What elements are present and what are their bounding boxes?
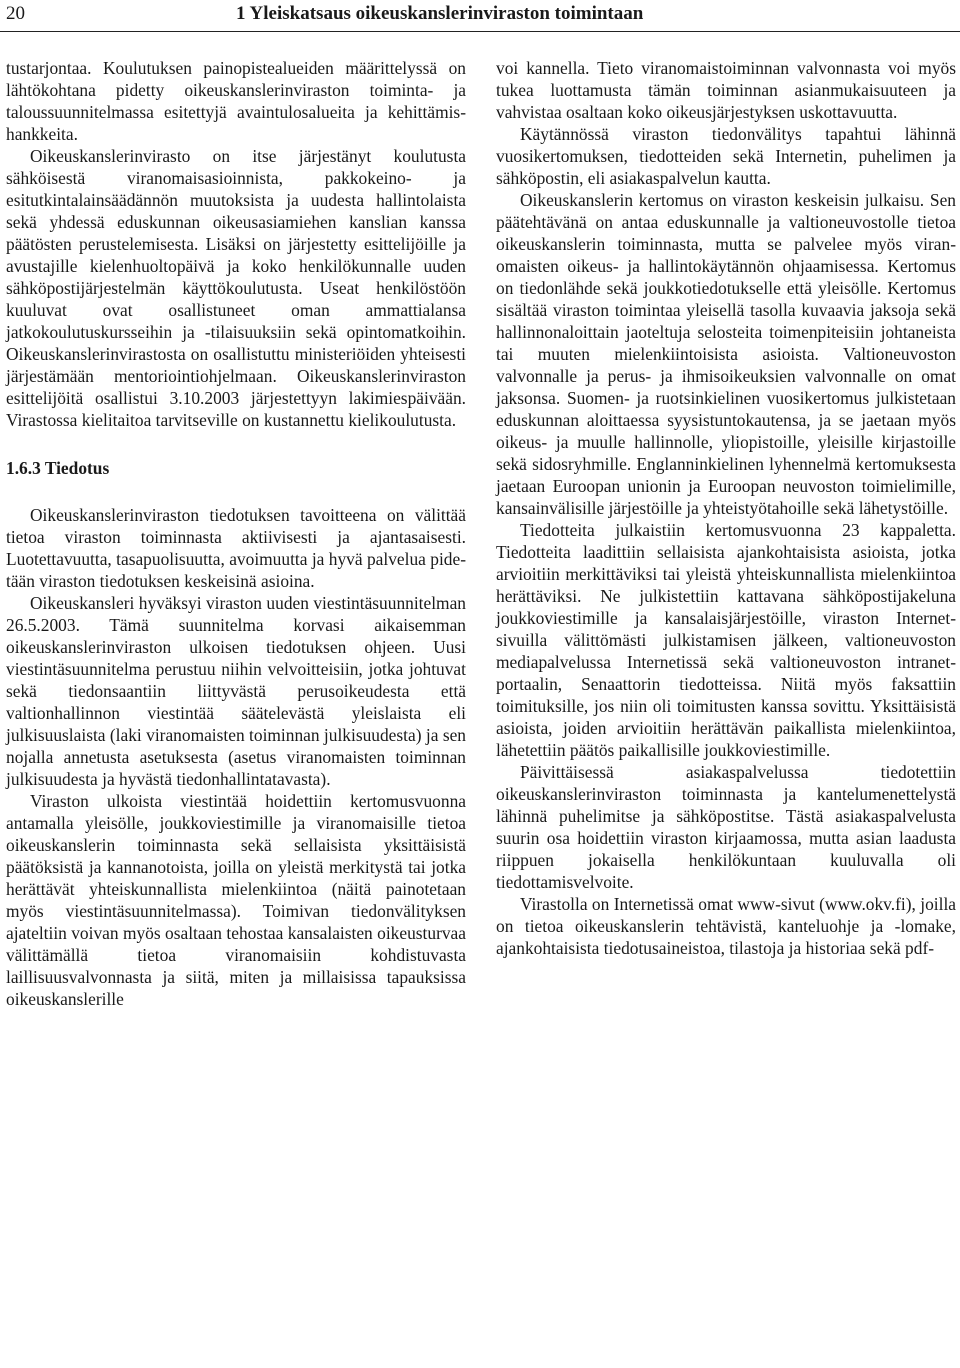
right-column xyxy=(496,57,956,959)
section-heading-tiedotus: 1.6.3 Tiedotus xyxy=(6,458,110,478)
paragraph-continuation-right: voi kannella. Tieto viranomaistoiminnan valvonnasta voi myös tukea luottamusta tämän toiminnan asianmukaisuuteen ja vahvistaa osaltaan koko oikeusjärjestyksen uskottavuutta. xyxy=(496,58,956,122)
running-title: 1 Yleiskatsaus oikeuskanslerinviraston toimintaan xyxy=(236,3,644,24)
paragraph-training: Oikeuskanslerinvirasto on itse järjestänyt koulutusta sähköisestä viranomaisasioinnista, pakkokeino- ja esitutkintalainsäädännön muutoksista ja uudesta hallintolaista sekä yhdessä eduskunnan oikeusasiamiehen kanslian kanssa päätösten perustelemisesta. Lisäksi on järjestetty esittelijöille ja avustajille kielenhuoltopäivä ja koko henkilökunnalle uuden sähköpostijärjestelmän käyttökoulutusta. Useat henkilöstöön kuuluvat ovat osallistuneet oman ammattialansa jatkokoulutuskursseihin ja -tilaisuuksiin sekä opintomatkoihin. Oikeuskanslerinvirastosta on osallistuttu ministeriöiden yhteisesti järjestämään mentoriointiohjelmaan. Oikeuskanslerinviraston esittelijöitä osallistui 3.10.2003 järjestettyyn lakimiespäivään. Virastossa kielitaitoa tarvitseville on kustannettu kielikoulutusta. xyxy=(6,146,466,430)
paragraph-customer-service: Päivittäisessä asiakaspalvelussa tiedotettiin oikeuskanslerinviraston toiminnasta ja kantelumenettelystä lähinnä puhelimitse ja sähköpostitse. Tästä asiakaspalvelusta suurin osa hoidettiin viraston kirjaamossa, mutta asian laadusta riippuen jokaisella henkilökuntaan kuuluvalla oli tiedottamisvelvoite. xyxy=(496,762,956,892)
left-column xyxy=(6,57,466,1010)
paragraph-communication-plan: Oikeuskansleri hyväksyi viraston uuden viestintäsuunnitelman 26.5.2003. Tämä suunnitelma korvasi aikaisemman oikeuskanslerinviraston ulkoisen tiedotuksen ohjeen. Uusi viestintäsuunnitelma perustuu niihin velvoitteisiin, jotka johtuvat sekä tiedonsaantiin liittyvästä perusoikeudesta että valtionhallinnon viestintää säätelevästä yleislaista eli julkisuuslaista (laki viranomaisten toiminnan julkisuudesta) ja sen nojalla annetusta asetuksesta (asetus viranomaisten toiminnan julkisuudesta ja hyvästä tiedonhallintatavasta). xyxy=(6,593,466,789)
paragraph-website: Virastolla on Internetissä omat www-sivut (www.okv.fi), joilla on tietoa oikeuskanslerin tehtävistä, kanteluohje ja -lomake, ajankohtaisista tiedotusaineistoa, tilastoja ja historiaa sekä pdf- xyxy=(496,894,956,958)
header-rule xyxy=(0,31,960,32)
page-header xyxy=(0,0,960,40)
paragraph-information-channels: Käytännössä viraston tiedonvälitys tapahtui lähinnä vuosikertomuksen, tiedotteiden sekä Internetin, puhelimen ja sähköpostin, eli asiakaspalvelun kautta. xyxy=(496,124,956,188)
paragraph-press-releases: Tiedotteita julkaistiin kertomusvuonna 23 kappaletta. Tiedotteita laadittiin sellaisista ajankohtaisista asioista, jotka arvioitiin merkittäviksi tai yleistä yhteiskunnallista mielenkiintoa herättäviksi. Ne julkistettiin kattavana sähköpostijakeluna joukkoviestimille ja kansalaisjärjestöille, viraston Internet-sivuilla välittömästi julkistamisen jälkeen, valtioneuvoston mediapalvelussa Internetissä sekä valtioneuvoston intranet-portaalin, Senaattorin tiedotteissa. Niitä myös faksattiin toimituksille, jos niin oli toimitusten kanssa sovittu. Yksittäisistä asioista, joiden arvioitiin herättävän paikallista mielenkiintoa, lähetettiin päätös paikallisille joukkoviestimille. xyxy=(496,520,956,760)
paragraph-external-communication: Viraston ulkoista viestintää hoidettiin kertomusvuonna antamalla yleisölle, joukkoviestimille ja viranomaisille tietoa oikeuskanslerin toiminnasta sekä sellaisista yksittäisistä päätöksistä ja kannanotoista, joilla on yleistä merkitystä tai jotka herättävät yhteiskunnallista mielenkiintoa (näitä painotetaan myös viestintäsuunnitelmassa). Toimivan tiedonvälityksen ajateltiin voivan myös osaltaan tehostaa kansalaisten oikeusturvaa välittämällä tietoa viranomaisiin kohdistuvasta laillisuusvalvonnasta ja siitä, miten ja millaisissa tapauksissa oikeuskanslerille xyxy=(6,791,466,1009)
page-number: 20 xyxy=(6,3,25,24)
paragraph-continuation: tustarjontaa. Koulutuksen painopistealueiden määrittelyssä on lähtökohtana pidetty oikeuskanslerinviraston toiminta- ja taloussuunnitelmassa esitettyjä avaintulosalueita ja kehittämishankkeita. xyxy=(6,58,466,144)
paragraph-communication-goal: Oikeuskanslerinviraston tiedotuksen tavoitteena on välittää tietoa viraston toiminnasta aktiivisesti ja ajantasaisesti. Luotettavuutta, tasapuolisuutta, avoimuutta ja hyvä palvelua pidetään viraston tiedotuksen keskeisinä asioina. xyxy=(6,505,466,591)
paragraph-annual-report: Oikeuskanslerin kertomus on viraston keskeisin julkaisu. Sen päätehtävänä on antaa eduskunnalle ja valtioneuvostolle tietoa oikeuskanslerin toiminnasta, mutta se palvelee myös viranomaisten oikeus- ja hallintokäytännön ohjaamisessa. Kertomus on tiedonlähde sekä joukkotiedotukselle että yleisölle. Kertomus sisältää viraston toimintaa yleisellä tasolla kuvaavia jaksoja sekä hallinnonaloittain jaoteltuja selosteita toimenpiteisiin johtaneista tai muuten mielenkiintoisista asioista. Valtioneuvoston valvonnalle ja perus- ja ihmisoikeuksien valvonnalle on omat jaksonsa. Suomen- ja ruotsinkielinen vuosikertomus julkistetaan eduskunnan aloittaessa syysistuntokautensa, ja se jaetaan myös oikeus- ja muulle hallinnolle, yliopistoille, yleisille kirjastoille sekä sidosryhmille. Englanninkielinen lyhennelmä kertomuksesta jaetaan Euroopan unionin ja Euroopan neuvoston toimielimille, kansainvälisille järjestöille ja yhteistyötahoille sekä lähetystöille. xyxy=(496,190,956,518)
